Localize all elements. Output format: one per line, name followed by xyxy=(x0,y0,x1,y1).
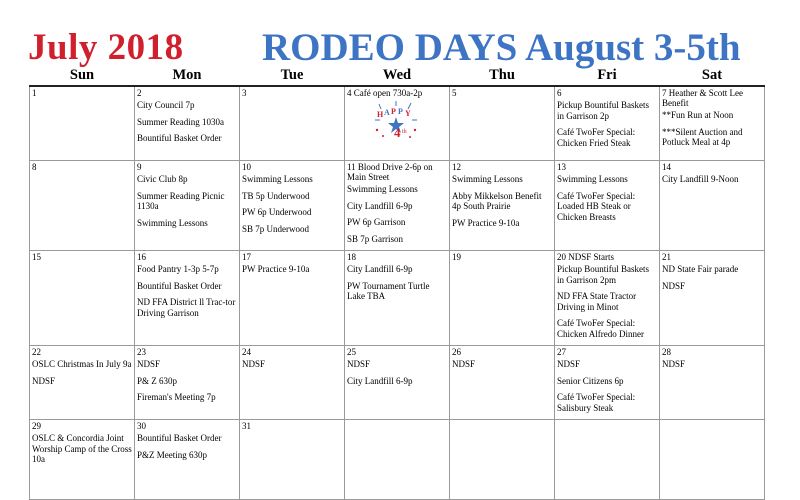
day-number-value: 22 xyxy=(32,347,41,357)
day-cell xyxy=(135,346,240,420)
weekday-header: Thu xyxy=(450,66,555,86)
calendar-event: PW 6p Underwood xyxy=(242,207,312,217)
day-number xyxy=(347,162,447,182)
day-number xyxy=(32,421,132,431)
weekday-header: Tue xyxy=(240,66,345,86)
day-number xyxy=(137,88,237,98)
day-number-value: 11 xyxy=(347,162,356,172)
calendar-event: Pickup Bountiful Baskets in Garrison 2pm xyxy=(557,264,649,285)
day-number xyxy=(242,252,342,262)
day-cell xyxy=(135,161,240,251)
calendar-event: Bountiful Basket Order xyxy=(137,433,222,443)
calendar-event: Bountiful Basket Order xyxy=(137,133,222,143)
day-number xyxy=(137,421,237,431)
calendar-event: NDSF xyxy=(347,359,371,369)
day-cell xyxy=(135,86,240,161)
day-number-value: 7 xyxy=(662,88,667,98)
day-cell xyxy=(345,420,450,500)
day-cell xyxy=(30,86,135,161)
calendar-event: Bountiful Basket Order xyxy=(137,280,222,291)
calendar-event: P& Z 630p xyxy=(137,375,178,386)
day-number xyxy=(557,347,657,357)
calendar-event: ND FFA District ll Trac-tor Driving Garrison xyxy=(137,297,236,318)
calendar-week-row xyxy=(30,346,765,420)
day-number xyxy=(242,347,342,357)
day-number-value: 2 xyxy=(137,88,142,98)
day-number xyxy=(662,252,762,262)
day-cell xyxy=(345,251,450,346)
weekday-header: Sat xyxy=(660,66,765,86)
day-cell xyxy=(450,161,555,251)
day-number-value: 23 xyxy=(137,347,146,357)
day-cell xyxy=(660,251,765,346)
day-cell xyxy=(135,420,240,500)
day-number xyxy=(32,252,132,262)
day-number xyxy=(452,252,552,262)
day-number xyxy=(662,347,762,357)
day-headline-event: Café open 730a-2p xyxy=(353,88,423,98)
calendar-event: Pickup Bountiful Baskets in Garrison 2p xyxy=(557,100,649,121)
day-cell xyxy=(30,161,135,251)
calendar-event: NDSF xyxy=(32,375,56,386)
day-number-value: 14 xyxy=(662,162,671,172)
day-number-value: 6 xyxy=(557,88,562,98)
day-number xyxy=(137,162,237,172)
day-cell xyxy=(555,420,660,500)
day-cell xyxy=(555,86,660,161)
calendar-event: ND FFA State Tractor Driving in Minot xyxy=(557,291,637,312)
weekday-header: Mon xyxy=(135,66,240,86)
day-number-value: 12 xyxy=(452,162,461,172)
day-number xyxy=(557,162,657,172)
day-number-value: 20 xyxy=(557,252,566,262)
day-number-value: 26 xyxy=(452,347,461,357)
calendar-event: ***Silent Auction and Potluck Meal at 4p xyxy=(662,126,743,147)
calendar-event: Summer Reading 1030a xyxy=(137,116,224,127)
day-cell xyxy=(30,346,135,420)
day-number xyxy=(242,421,342,431)
svg-text:4: 4 xyxy=(394,125,401,140)
day-number-value: 1 xyxy=(32,88,37,98)
day-cell xyxy=(345,161,450,251)
calendar-event: NDSF xyxy=(662,359,686,369)
weekday-header: Sun xyxy=(30,66,135,86)
day-number xyxy=(452,88,552,98)
day-number xyxy=(452,162,552,172)
calendar-grid xyxy=(29,66,765,500)
calendar-event: Summer Reading Picnic 1130a xyxy=(137,190,225,211)
day-number-value: 31 xyxy=(242,421,251,431)
calendar-event: PW Practice 9-10a xyxy=(242,264,310,274)
calendar-event: Food Pantry 1-3p 5-7p xyxy=(137,264,219,274)
calendar-event: SB 7p Underwood xyxy=(242,223,309,234)
day-number xyxy=(452,347,552,357)
day-number xyxy=(347,252,447,262)
calendar-event: Swimming Lessons xyxy=(557,174,628,184)
calendar-event: Café TwoFer Special: Chicken Alfredo Dinner xyxy=(557,318,644,339)
day-cell xyxy=(450,86,555,161)
day-number-value: 15 xyxy=(32,252,41,262)
day-number-value: 30 xyxy=(137,421,146,431)
day-number xyxy=(347,347,447,357)
svg-text:P: P xyxy=(398,107,403,116)
day-cell xyxy=(660,420,765,500)
day-number-value: 13 xyxy=(557,162,566,172)
calendar-event: City Landfill 6-9p xyxy=(347,375,413,386)
day-number-value: 5 xyxy=(452,88,457,98)
calendar-event: City Landfill 9-Noon xyxy=(662,174,739,184)
day-number xyxy=(137,252,237,262)
calendar-event: OSLC Christmas In July 9a xyxy=(32,359,132,369)
day-number xyxy=(137,347,237,357)
calendar-event: Café TwoFer Special: Chicken Fried Steak xyxy=(557,127,636,148)
day-number-value: 10 xyxy=(242,162,251,172)
day-number xyxy=(242,162,342,172)
svg-text:H: H xyxy=(377,110,384,119)
day-headline-event: Blood Drive 2-6p on Main Street xyxy=(347,162,433,182)
calendar-event: Senior Citizens 6p xyxy=(557,375,624,386)
calendar-event: Swimming Lessons xyxy=(137,217,208,228)
calendar-event: Swimming Lessons xyxy=(452,174,523,184)
day-number xyxy=(242,88,342,98)
day-number xyxy=(32,347,132,357)
calendar-event: NDSF xyxy=(662,280,686,291)
calendar-event: NDSF xyxy=(452,359,476,369)
day-number-value: 9 xyxy=(137,162,142,172)
calendar-event: City Council 7p xyxy=(137,100,195,110)
weekday-header: Wed xyxy=(345,66,450,86)
day-number xyxy=(32,162,132,172)
rodeo-days-banner: RODEO DAYS August 3-5th xyxy=(262,26,741,69)
calendar-event: **Fun Run at Noon xyxy=(662,110,734,120)
day-cell xyxy=(345,346,450,420)
calendar-event: City Landfill 6-9p xyxy=(347,200,413,211)
day-number-value: 18 xyxy=(347,252,356,262)
day-number-value: 24 xyxy=(242,347,251,357)
calendar-event: City Landfill 6-9p xyxy=(347,264,413,274)
svg-text:th: th xyxy=(402,129,407,135)
day-cell xyxy=(660,161,765,251)
day-cell xyxy=(450,346,555,420)
day-cell xyxy=(450,420,555,500)
day-cell xyxy=(450,251,555,346)
calendar-event: Swimming Lessons xyxy=(242,174,313,184)
calendar-event: NDSF xyxy=(557,359,581,369)
day-cell xyxy=(660,86,765,161)
day-number xyxy=(557,252,657,262)
day-cell xyxy=(240,420,345,500)
calendar-event: OSLC & Concordia Joint Worship Camp of the Cross 10a xyxy=(32,433,132,464)
day-number-value: 29 xyxy=(32,421,41,431)
calendar-event: PW 6p Garrison xyxy=(347,217,406,227)
day-cell xyxy=(240,161,345,251)
day-cell xyxy=(135,251,240,346)
day-cell xyxy=(240,346,345,420)
month-title: July 2018 xyxy=(28,27,184,68)
calendar-event: P&Z Meeting 630p xyxy=(137,449,207,460)
day-number xyxy=(347,88,447,98)
weekday-header-row xyxy=(30,66,765,86)
day-number-value: 21 xyxy=(662,252,671,262)
day-number-value: 27 xyxy=(557,347,566,357)
day-number-value: 4 xyxy=(347,88,352,98)
calendar-event: NDSF xyxy=(242,359,266,369)
calendar-week-row xyxy=(30,161,765,251)
calendar-event: NDSF xyxy=(137,359,161,369)
day-number-value: 17 xyxy=(242,252,251,262)
weekday-header: Fri xyxy=(555,66,660,86)
calendar-week-row xyxy=(30,251,765,346)
day-headline-event: NDSF Starts xyxy=(568,252,615,262)
calendar-week-row xyxy=(30,86,765,161)
day-cell xyxy=(555,251,660,346)
day-cell xyxy=(555,346,660,420)
calendar-event: SB 7p Garrison xyxy=(347,233,403,244)
calendar-event: PW Tournament Turtle Lake TBA xyxy=(347,280,430,301)
svg-text:P: P xyxy=(391,107,396,116)
day-cell xyxy=(660,346,765,420)
calendar-event: Fireman's Meeting 7p xyxy=(137,392,216,402)
calendar-week-row xyxy=(30,420,765,500)
day-number-value: 16 xyxy=(137,252,146,262)
calendar-event: Café TwoFer Special: Loaded HB Steak or Chicken Breasts xyxy=(557,190,636,222)
day-number-value: 28 xyxy=(662,347,671,357)
calendar-event: ND State Fair parade xyxy=(662,264,739,274)
calendar-event: TB 5p Underwood xyxy=(242,190,310,201)
calendar-event: PW Practice 9-10a xyxy=(452,217,520,228)
day-number xyxy=(662,88,762,108)
day-number-value: 25 xyxy=(347,347,356,357)
day-cell xyxy=(240,251,345,346)
day-cell xyxy=(30,251,135,346)
day-number-value: 19 xyxy=(452,252,461,262)
day-number xyxy=(32,88,132,98)
day-cell xyxy=(30,420,135,500)
day-number xyxy=(662,162,762,172)
calendar-event: Café TwoFer Special: Salisbury Steak xyxy=(557,392,636,413)
day-cell xyxy=(555,161,660,251)
calendar-event: Swimming Lessons xyxy=(347,184,418,194)
day-headline-event: Heather & Scott Lee Benefit xyxy=(662,88,743,108)
day-cell xyxy=(345,86,450,161)
day-number-value: 8 xyxy=(32,162,37,172)
day-number-value: 3 xyxy=(242,88,247,98)
svg-text:A: A xyxy=(384,108,390,117)
calendar-event: Abby Mikkelson Benefit 4p South Prairie xyxy=(452,190,542,211)
svg-text:Y: Y xyxy=(405,109,411,118)
day-number xyxy=(557,88,657,98)
day-cell xyxy=(240,86,345,161)
calendar-event: Civic Club 8p xyxy=(137,174,188,184)
happy-4th-icon xyxy=(371,100,421,140)
